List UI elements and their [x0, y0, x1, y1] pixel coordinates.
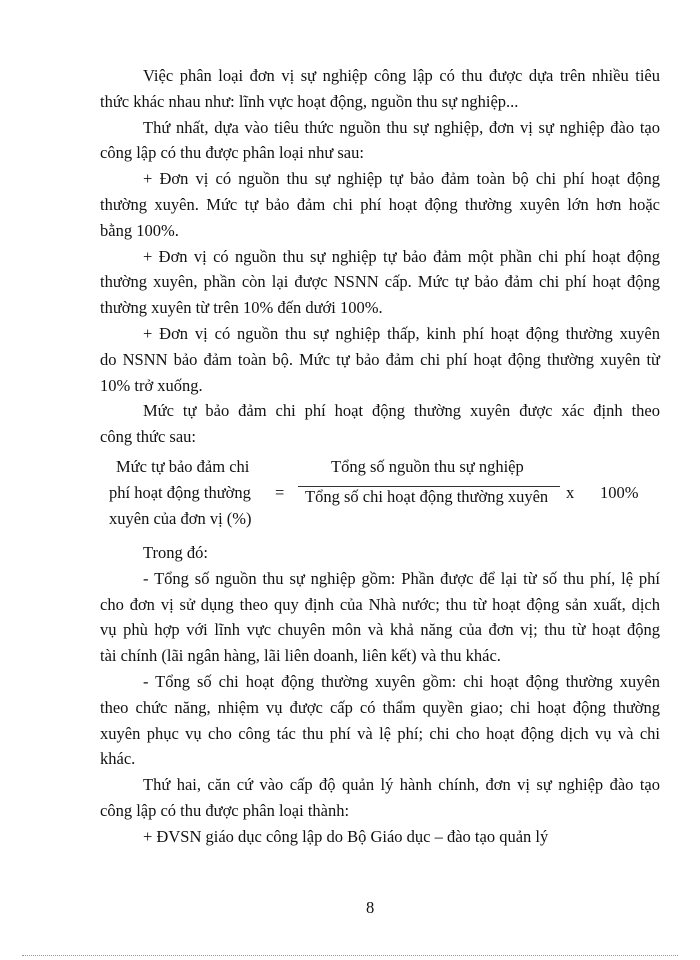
- text-line: Thứ hai, căn cứ vào cấp độ quản lý hành chính, đơn vị sự nghiệp đào tạo: [143, 775, 660, 795]
- text-line: vụ phù hợp với lĩnh vực chuyên môn và khả năng của đơn vị; thu từ hoạt động: [100, 620, 660, 640]
- text-line: 10% trở xuống.: [100, 375, 203, 395]
- formula-factor: 100%: [600, 483, 639, 502]
- text-line: + Đơn vị có nguồn thu sự nghiệp thấp, kinh phí hoạt động thường xuyên: [143, 324, 660, 343]
- text-line: do NSNN bảo đảm toàn bộ. Mức tự bảo đảm chi phí hoạt động thường xuyên từ: [100, 349, 660, 369]
- text-line: thường xuyên, phần còn lại được NSNN cấp. Mức tự bảo đảm chi phí hoạt động: [100, 272, 660, 292]
- text-line: + Đơn vị có nguồn thu sự nghiệp tự bảo đảm một phần chi phí hoạt động: [143, 246, 660, 266]
- text-line: thường xuyên. Mức tự bảo đảm chi phí hoạt động thường xuyên lớn hơn hoặc: [100, 195, 660, 214]
- formula-denominator: Tổng số chi hoạt động thường xuyên: [305, 487, 549, 506]
- text-line: - Tổng số nguồn thu sự nghiệp gồm: Phần được để lại từ số thu phí, lệ phí: [143, 568, 660, 588]
- text-line: công thức sau:: [100, 427, 197, 447]
- text-line: theo chức năng, nhiệm vụ được cấp có thẩm quyền giao; chi hoạt động thường: [100, 697, 660, 717]
- text-line: Thứ nhất, dựa vào tiêu thức nguồn thu sự nghiệp, đơn vị sự nghiệp đào tạo: [143, 117, 660, 137]
- text-line: thường xuyên từ trên 10% đến dưới 100%.: [100, 298, 383, 318]
- text-line: công lập có thu được phân loại thành:: [100, 801, 350, 820]
- text-line: xuyên phục vụ cho công tác thu phí và lệ phí; chi cho hoạt động dịch vụ và chi: [100, 723, 660, 743]
- text-line: + Đơn vị có nguồn thu sự nghiệp tự bảo đảm toàn bộ chi phí hoạt động: [143, 169, 660, 189]
- formula-equals: =: [275, 483, 285, 502]
- formula-times: x: [566, 483, 575, 502]
- text-line: Việc phân loại đơn vị sự nghiệp công lập có thu được dựa trên nhiều tiêu: [143, 66, 660, 85]
- text-line: Trong đó:: [143, 543, 208, 562]
- text-line: công lập có thu được phân loại như sau:: [100, 143, 364, 163]
- text-line: khác.: [100, 749, 136, 769]
- text-line: + ĐVSN giáo dục công lập do Bộ Giáo dục – đào tạo quản lý: [143, 826, 549, 846]
- page-number: 8: [366, 898, 375, 917]
- formula-lhs-line: phí hoạt động thường: [109, 483, 251, 502]
- text-line: bằng 100%.: [100, 220, 179, 240]
- formula-numerator: Tổng số nguồn thu sự nghiệp: [331, 457, 524, 476]
- text-line: - Tổng số chi hoạt động thường xuyên gồm: chi hoạt động thường xuyên: [143, 672, 660, 691]
- formula-lhs-line: Mức tự bảo đảm chi: [116, 457, 250, 476]
- text-line: cho đơn vị sử dụng theo quy định của Nhà nước; thu từ hoạt động sản xuất, dịch: [100, 594, 660, 614]
- text-line: thức khác nhau như: lĩnh vực hoạt động, nguồn thu sự nghiệp...: [100, 91, 519, 111]
- page-bottom-divider: [22, 955, 678, 956]
- text-line: Mức tự bảo đảm chi phí hoạt động thường xuyên được xác định theo: [143, 401, 660, 421]
- formula-lhs-line: xuyên của đơn vị (%): [109, 509, 252, 528]
- text-line: tài chính (lãi ngân hàng, lãi liên doanh, liên kết) và thu khác.: [100, 646, 501, 666]
